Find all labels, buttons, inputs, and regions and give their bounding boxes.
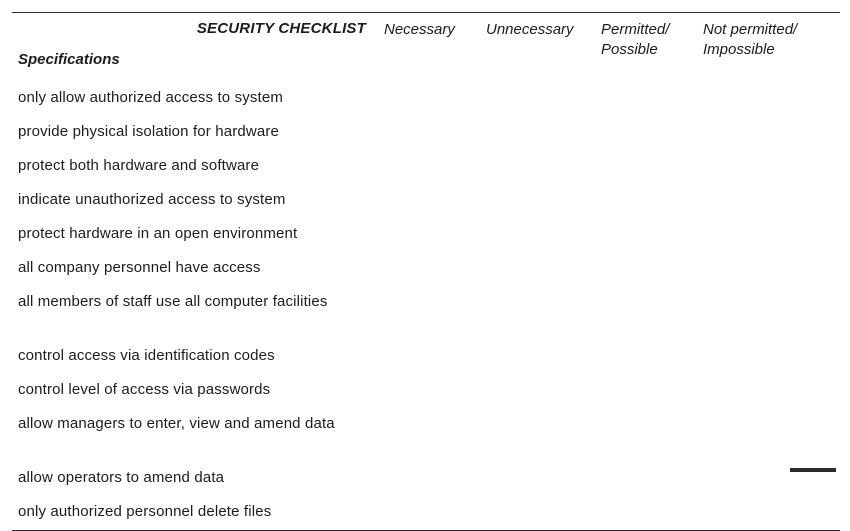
permitted-cell[interactable] [595, 496, 697, 531]
specification-label: indicate unauthorized access to system [18, 191, 286, 208]
necessary-cell[interactable] [378, 116, 480, 150]
unnecessary-cell[interactable] [480, 462, 595, 496]
not-permitted-cell[interactable] [697, 82, 840, 116]
corner-mark [790, 468, 836, 472]
specification-label: control level of access via passwords [18, 381, 271, 398]
specifications-header: Specifications [18, 51, 120, 68]
permitted-cell[interactable] [595, 184, 697, 218]
specification-label: only authorized personnel delete files [12, 496, 378, 531]
necessary-cell[interactable] [378, 218, 480, 252]
specification-label: protect hardware in an open environment [18, 225, 298, 242]
unnecessary-cell[interactable] [480, 150, 595, 184]
column-header-line1: Unnecessary [486, 21, 574, 38]
table-row [12, 374, 840, 408]
column-header-line2: Possible [601, 41, 658, 58]
unnecessary-cell[interactable] [480, 252, 595, 286]
specification-label: provide physical isolation for hardware [18, 123, 279, 140]
table-row [12, 116, 840, 150]
security-checklist-table [12, 12, 840, 531]
permitted-cell[interactable] [595, 116, 697, 150]
not-permitted-cell[interactable] [697, 150, 840, 184]
not-permitted-cell[interactable] [697, 408, 840, 462]
unnecessary-cell[interactable] [480, 340, 595, 374]
specification-label: protect both hardware and software [18, 157, 260, 174]
permitted-cell[interactable] [595, 408, 697, 462]
necessary-cell[interactable] [378, 82, 480, 116]
table-row [12, 408, 840, 462]
table-row [12, 184, 840, 218]
column-header-permitted [595, 13, 697, 83]
table-row [12, 286, 840, 340]
permitted-cell[interactable] [595, 82, 697, 116]
necessary-cell[interactable] [378, 184, 480, 218]
table-row [12, 150, 840, 184]
column-header-line1: Necessary [384, 21, 455, 38]
unnecessary-cell[interactable] [480, 374, 595, 408]
unnecessary-cell[interactable] [480, 218, 595, 252]
checklist-title: SECURITY CHECKLIST [196, 20, 366, 37]
column-header-line1: Permitted/ [601, 21, 670, 38]
permitted-cell[interactable] [595, 462, 697, 496]
unnecessary-cell[interactable] [480, 496, 595, 531]
not-permitted-cell[interactable] [697, 184, 840, 218]
specification-label: all company personnel have access [18, 259, 261, 276]
necessary-cell[interactable] [378, 462, 480, 496]
not-permitted-cell[interactable] [697, 340, 840, 374]
necessary-cell[interactable] [378, 286, 480, 340]
not-permitted-cell[interactable] [697, 286, 840, 340]
specification-label: allow managers to enter, view and amend data [18, 415, 335, 432]
header-row [12, 13, 840, 83]
permitted-cell[interactable] [595, 252, 697, 286]
column-header-unnecessary [480, 13, 595, 83]
permitted-cell[interactable] [595, 218, 697, 252]
unnecessary-cell[interactable] [480, 408, 595, 462]
not-permitted-cell[interactable] [697, 252, 840, 286]
table-row [12, 252, 840, 286]
unnecessary-cell[interactable] [480, 286, 595, 340]
table-row [12, 496, 840, 531]
specification-label: allow operators to amend data [18, 469, 225, 486]
permitted-cell[interactable] [595, 286, 697, 340]
necessary-cell[interactable] [378, 374, 480, 408]
not-permitted-cell[interactable] [697, 218, 840, 252]
table-row [12, 462, 840, 496]
permitted-cell[interactable] [595, 150, 697, 184]
specification-label: control access via identification codes [18, 347, 275, 364]
column-header-line1: Not permitted/ [703, 21, 798, 38]
specification-label: only allow authorized access to system [18, 89, 283, 106]
column-header-not-permitted [697, 13, 840, 83]
checklist-body [12, 82, 840, 531]
permitted-cell[interactable] [595, 374, 697, 408]
table-row [12, 340, 840, 374]
permitted-cell[interactable] [595, 340, 697, 374]
not-permitted-cell[interactable] [697, 116, 840, 150]
necessary-cell[interactable] [378, 408, 480, 462]
unnecessary-cell[interactable] [480, 184, 595, 218]
necessary-cell[interactable] [378, 252, 480, 286]
not-permitted-cell[interactable] [697, 496, 840, 531]
unnecessary-cell[interactable] [480, 82, 595, 116]
column-header-line2: Impossible [703, 41, 775, 58]
not-permitted-cell[interactable] [697, 374, 840, 408]
header-spec-cell [12, 13, 378, 83]
necessary-cell[interactable] [378, 496, 480, 531]
specification-label: all members of staff use all computer facilities [18, 293, 328, 310]
security-checklist-sheet [12, 12, 840, 531]
column-header-necessary [378, 13, 480, 83]
necessary-cell[interactable] [378, 150, 480, 184]
necessary-cell[interactable] [378, 340, 480, 374]
table-row [12, 218, 840, 252]
unnecessary-cell[interactable] [480, 116, 595, 150]
table-row [12, 82, 840, 116]
